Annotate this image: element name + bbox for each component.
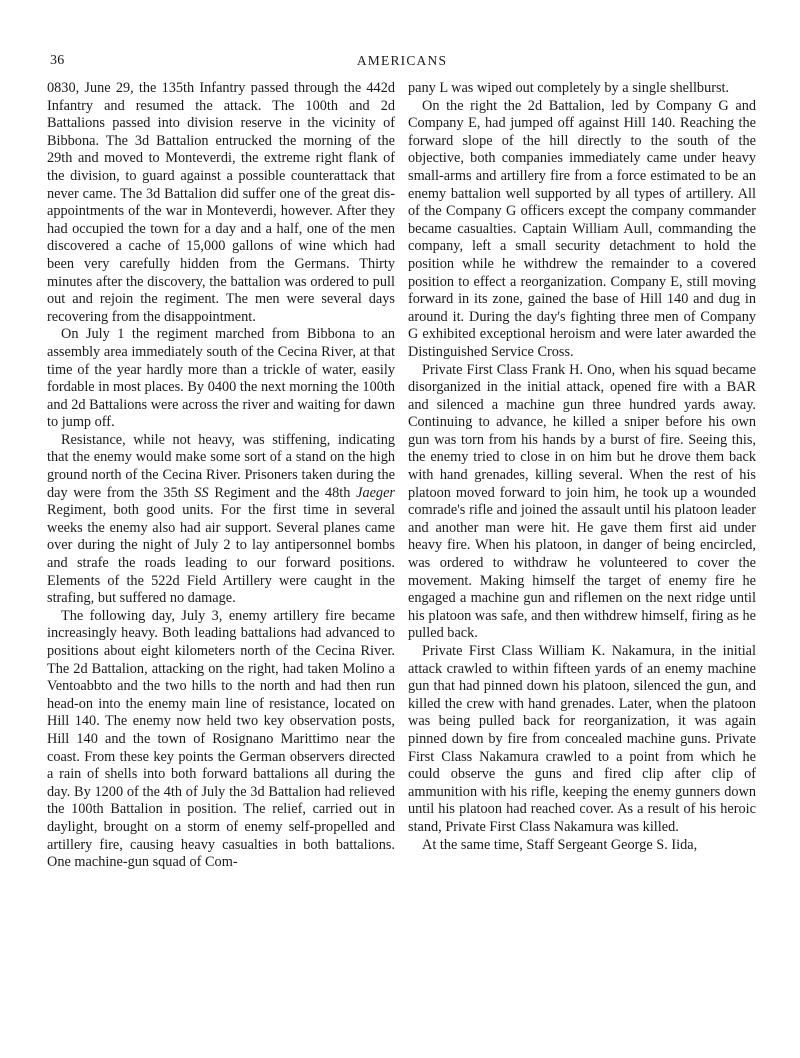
paragraph: On July 1 the regiment marched from Bibbona to an assembly area immediately south of the Cecina River, at that time of the year hardly more than a trickle of water, easily fordable in most places. By 0400 the next morning the 100th and 2d Battalions were across the river and waiting for dawn to jump off. xyxy=(47,326,395,431)
paragraph-text: Regiment, both good units. For the first time in several weeks the enemy also had air support. Several planes came over during the night of July 2 to lay antipersonnel bombs and strafe the roads leading to our forward positions. Elements of the 522d Field Artillery were caught in the strafing, but suffered no damage. xyxy=(47,502,395,607)
paragraph: pany L was wiped out completely by a single shellburst. xyxy=(408,80,730,96)
italic-text: Jaeger xyxy=(356,484,395,501)
page-header xyxy=(50,53,754,73)
italic-text: SS xyxy=(194,484,209,501)
paragraph: 0830, June 29, the 135th Infantry passed through the 442d Infantry and resumed the attack. The 100th and 2d Battalions passed into division reserve in the vicinity of Bibbona. The 3d Battalion entrucked the morning of the 29th and moved to Monteverdi, the extreme right flank of the division, to guard against a possible counterattack that never came. The 3d Battalion did suffer one of the great disappointments of the war in Monteverdi, however. After they had occupied the town for a day and a half, one of the men discovered a cache of 15,000 gallons of wine which had been very carefully hidden from the Germans. Thirty minutes after the discovery, the battalion was ordered to pull out and rejoin the regiment. The men were several days recovering from the disappointment. xyxy=(47,80,395,325)
paragraph-text: Regiment and the 48th xyxy=(208,484,357,501)
left-column xyxy=(47,80,395,872)
page-number: 36 xyxy=(50,53,65,68)
paragraph: On the right the 2d Battalion, led by Company G and Company E, had jumped off against Hill 140. Reaching the forward slope of the hill directly to the south of the objective, both companies immediately came under heavy small-arms and artillery fire from a force estimated to be an enemy battalion well supported by all types of artillery. All of the Company G officers except the company commander became casualties. Captain William Aull, commanding the company, left a small security detachment to hold the position while he withdrew the remainder to a covered position to effect a reorganization. Company E, still moving forward in its zone, gained the base of Hill 140 and dug in around it. During the day's fighting three men of Company G exhibited exceptional heroism and were later awarded the Distinguished Service Cross. xyxy=(408,97,756,360)
paragraph xyxy=(47,432,395,608)
right-column xyxy=(408,80,756,854)
running-head: AMERICANS xyxy=(356,53,448,68)
paragraph-text: Resistance, while not heavy, was stiffening, indicating that the enemy would make some sort of a stand on the high ground north of the Cecina River. Prisoners taken during the day were from the 35th xyxy=(47,431,395,501)
paragraph: Private First Class William K. Nakamura, in the initial attack crawled to within fifteen yards of an enemy machine gun that had pinned down his platoon, silenced the gun, and killed the crew with hand grenades. Later, when the platoon was being pulled back for reorganization, it was again pinned down by fire from concealed machine guns. Private First Class Nakamura crawled to a point from which he could observe the guns and fired clip after clip of ammunition with his rifle, keeping the enemy gunners down until his platoon had reached cover. As a result of his heroic stand, Private First Class Nakamura was killed. xyxy=(408,643,756,835)
paragraph: The following day, July 3, enemy artillery fire became increasingly heavy. Both leading battalions had advanced to positions about eight kilometers north of the Cecina River. The 2d Battalion, attacking on the right, had taken Molino a Ventoabbto and the two hills to the north and had then run head-on into the enemy main line of resistance, located on Hill 140. The enemy now held two key observation posts, Hill 140 and the town of Rosignano Marittimo near the coast. From these key points the German observers directed a rain of shells into both forward battalions all during the day. By 1200 of the 4th of July the 3d Battalion had relieved the 100th Battalion in position. The relief, carried out in daylight, brought on a storm of enemy self-propelled and artillery fire, causing heavy casualties in both battalions. One machine-gun squad of Com- xyxy=(47,607,395,871)
paragraph: At the same time, Staff Sergeant George S. Iida, xyxy=(422,836,698,853)
paragraph: Private First Class Frank H. Ono, when his squad became disorganized in the initial attack, opened fire with a BAR and silenced a machine gun three hundred yards away. Continuing to advance, he killed a sniper before his own gun was torn from his hands by a burst of fire. Seeing this, the enemy tried to close in on him but he drove them back with hand grenades, killing several. When the rest of his platoon moved forward to join him, he took up a wounded comrade's rifle and joined the assault until his platoon leader and another man were hit. He gave them first aid under heavy fire. When his platoon, in danger of being encircled, was ordered to withdraw he volunteered to cover the movement. Making himself the target of enemy fire he engaged a machine gun and riflemen on the next ridge until his platoon was safe, and then withdrew himself, firing as he pulled back. xyxy=(408,361,756,642)
